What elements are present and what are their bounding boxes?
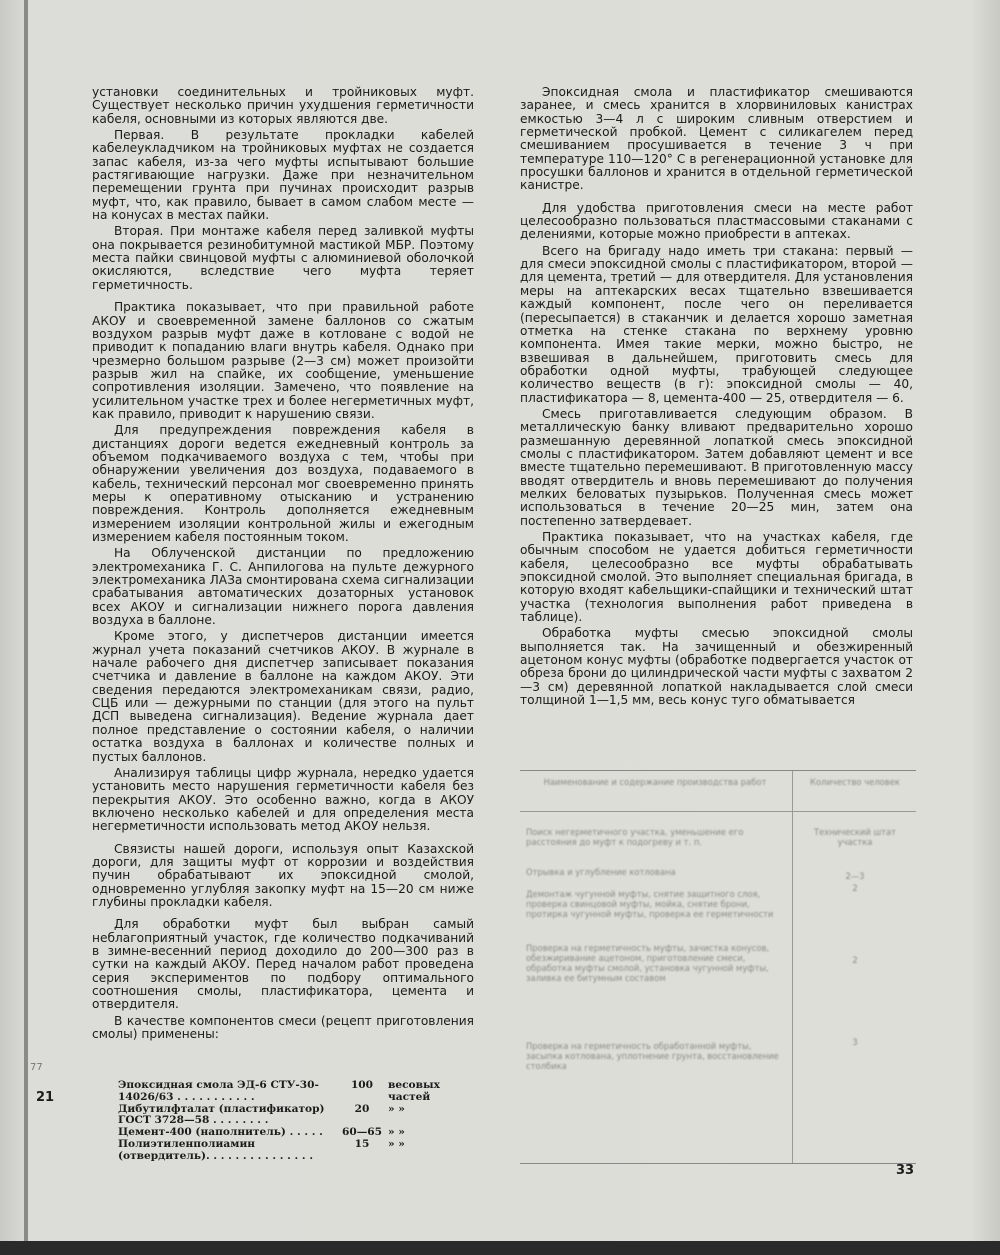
recipe-amount: 60—65 — [341, 1126, 383, 1139]
paragraph: Первая. В результате прокладки кабелей кабелеукладчиком на тройниковых муфтах не создается запас кабеля, из-за чего муфты испытывают большие растягивающие нагрузки. Даже при незначительном перемещении грунта при пучинах происходит разрыв муфт, что, как правило, бывает в самом слабом месте — на конусах в местах пайки. — [92, 128, 474, 223]
left-text-column — [92, 86, 474, 1044]
paragraph: Практика показывает, что на участках кабеля, где обычным способом не удается добиться герметичности кабеля, целесообразно все муфты обрабатывать эпоксидной смолой. Это выполняет специальная бригада, в которую входят кабельщики-спайщики и технический штат участка (технология выполнения работ приведена в таблице). — [520, 530, 913, 625]
recipe-component: Цемент-400 (наполнитель) . . . . . — [118, 1126, 323, 1139]
recipe-list — [118, 1080, 478, 1163]
paragraph: Практика показывает, что при правильной работе АКОУ и своевременной замене баллонов со сжатым воздухом разрыв муфт даже в котловане с водой не приводит к попаданию влаги внутрь кабеля. Однако при чрезмерно большом разрыве (2—3 см) может произойти разрыв жил на спайке, их сообщение, уменьшение сопротивления изоляции. Замечено, что появление на усилительном участке трех и более негерметичных муфт, как правило, приводит к нарушению связи. — [92, 300, 474, 421]
paragraph: Связисты нашей дороги, используя опыт Казахской дороги, для защиты муфт от коррозии и воздействия пучин обрабатывают их эпоксидной смолой, одновременно углубляя закопку муфт на 15—20 см ниже глубины прокладки кабеля. — [92, 841, 474, 909]
table-cell-operation: Проверка на герметичность муфты, зачистка конусов, обезжиривание ацетоном, приготовление смеси, обработка муфты смолой, установка чугунной муфты, заливка ее битумным составом — [526, 943, 770, 983]
table-cell-people: 3 — [852, 1037, 858, 1047]
paragraph: Смесь приготавливается следующим образом. В металлическую банку вливают предварительно хорошо размешанную деревянной лопаткой смесь эпоксидной смолы с пластификатором. Затем добавляют цемент и все вместе тщательно перемешивают. В приготовленную массу вводят отвердитель и вновь перемешивают до получения мелких беловатых пузырьков. Полученная смесь может использоваться в течение 20—25 мин, затем она постепенно затвердевает. — [520, 406, 913, 528]
paragraph: Кроме этого, у диспетчеров дистанции имеется журнал учета показаний счетчиков АКОУ. В журнале в начале рабочего дня диспетчер записывает показания счетчика и давление в баллоне на каждом АКОУ. Эти сведения передаются электромеханикам связи, радио, СЦБ или — дежурными по станции (для этого на пульт ДСП выведена сигнализация). Ведение журнала дает полное представление о состоянии кабеля, о наличии остатка воздуха в баллонах и количестве полных и пустых баллонов. — [92, 629, 474, 764]
recipe-unit: » » — [388, 1126, 405, 1139]
right-text-column — [520, 86, 913, 710]
paragraph: Всего на бригаду надо иметь три стакана: первый — для смеси эпоксидной смолы с пластификатором, второй — для цемента, третий — для отвердителя. Для установления меры на аптекарских весах тщательно взвешивается каждый компонент, после чего он переливается (пересыпается) в стаканчик и делается хорошо заметная отметка на стенке стакана по верхнему уровню компонента. Имея такие мерки, можно быстро, не взвешивая в дальнейшем, приготовить смесь для обработки одной муфты, трабующей следующее количество веществ (в г): эпоксидной смолы — 40, пластификатора — 8, цемента-400 — 25, отвердителя — 6. — [520, 243, 913, 405]
table-cell-people: Технический штат участка — [813, 827, 896, 847]
page-spine-shadow — [24, 0, 28, 1255]
paragraph: Вторая. При монтаже кабеля перед заливкой муфты она покрывается резинобитумной мастикой МБР. Поэтому места пайки свинцовой муфты с алюминиевой оболочкой окисляются, вследствие чего муфта теряет герметичность. — [92, 224, 474, 292]
recipe-row — [118, 1080, 478, 1104]
table-cell-operation: Демонтаж чугунной муфты, снятие защитного слоя, проверка свинцовой муфты, мойка, снятие брони, протирка чугунной муфты, проверка ее герметичности — [526, 889, 774, 919]
recipe-row — [118, 1139, 478, 1163]
paragraph: На Облученской дистанции по предложению электромеханика Г. С. Анпилогова на пульте дежурного электромеханика ЛАЗа смонтирована схема сигнализации срабатывания автоматических дозаторных установок всех АКОУ и сигнализации нижнего порога давления воздуха в баллоне. — [92, 546, 474, 628]
paragraph: Анализируя таблицы цифр журнала, нередко удается установить место нарушения герметичности кабеля без перекрытия АКОУ. Это особенно важно, когда в АКОУ включено несколько кабелей и для определения места негерметичности использовать метод АКОУ нельзя. — [92, 765, 474, 834]
paragraph: Для удобства приготовления смеси на месте работ целесообразно пользоваться пластмассовыми стаканами с делениями, которые можно приобрести в аптеках. — [520, 200, 913, 242]
recipe-row — [118, 1104, 478, 1128]
table-cell-operation: Поиск негерметичного участка, уменьшение его расстояния до муфт к подогреву и т. п. — [526, 827, 744, 847]
technology-table — [520, 770, 916, 1164]
table-cell-operation: Отрывка и углубление котлована — [526, 867, 676, 877]
table-cell-people: 2—3 — [845, 871, 865, 881]
recipe-unit: » » — [388, 1137, 405, 1150]
paragraph: Эпоксидная смола и пластификатор смешиваются заранее, и смесь хранится в хлорвиниловых канистрах емкостью 3—4 л с широким сливным отверстием и герметической пробкой. Цемент с силикагелем перед смешиванием просушивается в течение 3 ч при температуре 110—120° С в регенерационной установке для просушки баллонов и хранится в отдельной герметической канистре. — [520, 85, 913, 193]
recipe-unit: » » — [388, 1102, 405, 1115]
page-number: 33 — [896, 1163, 915, 1178]
paragraph: В качестве компонентов смеси (рецепт приготовления смолы) применены: — [92, 1013, 474, 1042]
recipe-component: Полиэтиленполиамин (отвердитель). . . . . . . . . . . . . . . — [118, 1137, 314, 1162]
paragraph: Обработка муфты смесью эпоксидной смолы выполняется так. На зачищенный и обезжиренный ацетоном конус муфты (обработке подвергается участок от обреза брони до цилиндрической части муфты с захватом 2—3 см) деревянной лопаткой накладывается слой смеси толщиной 1—1,5 мм, весь конус туго обматывается — [520, 626, 913, 708]
recipe-amount: 20 — [354, 1102, 370, 1115]
scan-bottom-edge — [0, 1241, 1000, 1255]
recipe-amount: 15 — [354, 1137, 370, 1150]
table-cell-people: 2 — [852, 955, 858, 965]
margin-number: 21 — [36, 1090, 55, 1105]
recipe-amount: 100 — [350, 1079, 374, 1091]
table-header-people: Количество человек — [810, 777, 900, 787]
table-cell-operation: Проверка на герметичность обработанной муфты, засыпка котлована, уплотнение грунта, восстановление столбика — [526, 1041, 779, 1071]
recipe-component: Эпоксидная смола ЭД-6 СТУ-30-14026/63 . . . . . . . . . . . — [118, 1079, 319, 1103]
paragraph: Для предупреждения повреждения кабеля в дистанциях дороги ведется ежедневный контроль за объемом подкачиваемого воздуха с тем, чтобы при обнаружении увеличения доз воздуха, подаваемого в кабель, технический персонал мог своевременно принять меры к оперативному отысканию и устранению повреждения. Контроль дополняется ежедневным измерением изоляции контрольной жилы и ежегодным измерением кабеля постоянным током. — [92, 423, 474, 544]
table-header-operation: Наименование и содержание производства работ — [543, 777, 767, 787]
margin-mark: 77 — [30, 1062, 43, 1073]
recipe-component: Дибутилфталат (пластификатор) ГОСТ 3728—58 . . . . . . . . — [118, 1102, 325, 1127]
paragraph: установки соединительных и тройниковых муфт. Существует несколько причин ухудшения герметичности кабеля, основными из которых являются две. — [92, 85, 474, 126]
paragraph: Для обработки муфт был выбран самый неблагоприятный участок, где количество подкачиваний в зимне-весенний период доходило до 200—300 раз в сутки на каждый АКОУ. Перед началом работ проведена серия экспериментов по подбору оптимального соотношения смолы, пластификатора, цемента и отвердителя. — [92, 917, 474, 1012]
table-cell-people: 2 — [852, 883, 858, 893]
recipe-unit: весовых частей — [388, 1079, 440, 1103]
table-divider — [792, 771, 793, 1163]
table-divider — [520, 811, 916, 812]
